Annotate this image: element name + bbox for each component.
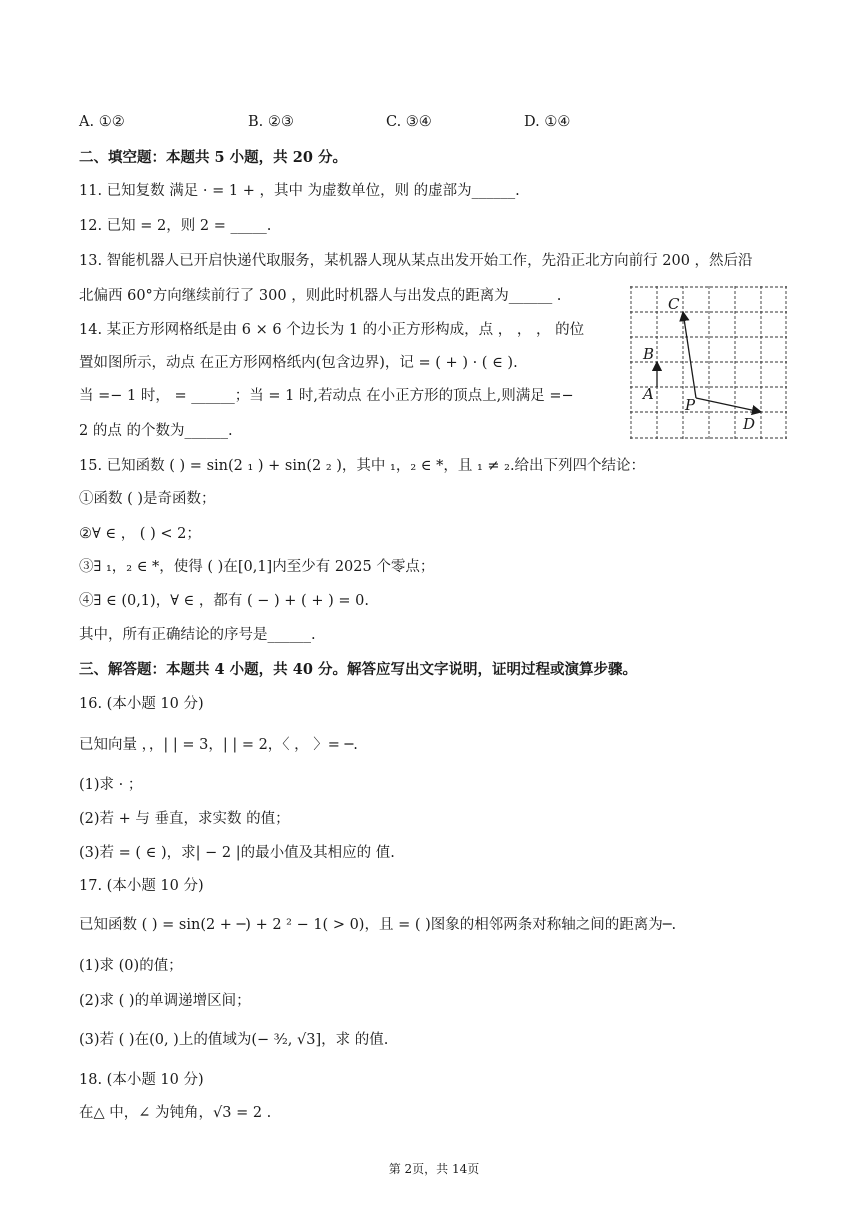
grid-figure	[630, 286, 787, 439]
page-footer: 第 2页，共 14页	[388, 1162, 480, 1176]
question-15-conclusion-3: ③∃ ₁，₂ ∈ *，使得 ( )在[0,1]内至少有 2025 个零点；	[79, 559, 435, 575]
question-13-line-2: 北偏西 60°方向继续前行了 300 ，则此时机器人与出发点的距离为______ .	[79, 288, 562, 304]
question-14-line-2: 置如图所示，动点 在正方形网格纸内(包含边界)，记 = ( + ) · ( ∈ ).	[79, 355, 518, 371]
label-b: B	[643, 345, 655, 363]
question-15-conclusion-4: ④∃ ∈ (0,1)，∀ ∈ ，都有 ( − ) + ( + ) = 0.	[79, 593, 369, 609]
question-14-line-3: 当 =− 1 时， = ______；当 = 1 时,若动点 在小正方形的顶点上,则满足 =−	[79, 388, 574, 404]
vector-pc	[683, 312, 696, 398]
question-15-conclusion-2: ②∀ ∈ ， ( ) < 2；	[79, 526, 201, 542]
option-d: D. ①④	[524, 114, 571, 130]
question-15-ending: 其中，所有正确结论的序号是______.	[79, 627, 316, 643]
label-a: A	[643, 385, 654, 403]
question-16-part-2: (2)若 + 与 垂直，求实数 的值；	[79, 811, 290, 827]
grid-svg	[630, 286, 787, 439]
section-heading-fill-in: 二、填空题：本题共 5 小题，共 20 分。	[79, 149, 347, 166]
label-d: D	[743, 415, 756, 433]
label-c: C	[668, 295, 680, 313]
question-17-part-2: (2)求 ( )的单调递增区间；	[79, 993, 251, 1009]
question-14-line-4: 2 的点 的个数为______.	[79, 423, 233, 439]
question-17-part-3: (3)若 ( )在(0, )上的值域为(− ³⁄₂, √3]，求 的值.	[79, 1032, 389, 1048]
question-16-part-1: (1)求 · ；	[79, 777, 143, 793]
question-11: 11. 已知复数 满足 · = 1 + ，其中 为虚数单位，则 的虚部为______.	[79, 183, 520, 199]
question-16-part-3: (3)若 = ( ∈ )，求| − 2 |的最小值及其相应的 值.	[79, 845, 395, 861]
question-15-stem: 15. 已知函数 ( ) = sin(2 ₁ ) + sin(2 ₂ )，其中 ₁，₂ ∈ *，且 ₁ ≠ ₂.给出下列四个结论：	[79, 458, 646, 474]
question-15-conclusion-1: ①函数 ( )是奇函数；	[79, 491, 216, 507]
vector-pd	[696, 398, 761, 412]
question-18-heading: 18. (本小题 10 分)	[79, 1072, 204, 1088]
question-18-stem: 在△ 中，∠ 为钝角，√3 = 2 .	[79, 1105, 272, 1121]
question-17-heading: 17. (本小题 10 分)	[79, 878, 204, 894]
option-a: A. ①②	[79, 114, 125, 130]
section-heading-solutions: 三、解答题：本题共 4 小题，共 40 分。解答应写出文字说明，证明过程或演算步骤。	[79, 661, 637, 678]
question-12: 12. 已知 = 2，则 2 = _____.	[79, 218, 272, 234]
question-14-line-1: 14. 某正方形网格纸是由 6 × 6 个边长为 1 的小正方形构成，点 ， ， ， 的位	[79, 322, 585, 338]
label-p: P	[685, 396, 696, 414]
option-c: C. ③④	[386, 114, 432, 130]
question-13-line-1: 13. 智能机器人已开启快递代取服务，某机器人现从某点出发开始工作，先沿正北方向前行 200 ，然后沿	[79, 253, 753, 269]
option-b: B. ②③	[248, 114, 294, 130]
question-16-stem: 已知向量 ，，| | = 3，| | = 2，〈 ， 〉= ─.	[79, 737, 358, 753]
question-17-part-1: (1)求 (0)的值；	[79, 958, 183, 974]
question-16-heading: 16. (本小题 10 分)	[79, 696, 204, 712]
question-17-stem: 已知函数 ( ) = sin(2 + ─) + 2 ² − 1( > 0)，且 = ( )图象的相邻两条对称轴之间的距离为─.	[79, 917, 677, 933]
